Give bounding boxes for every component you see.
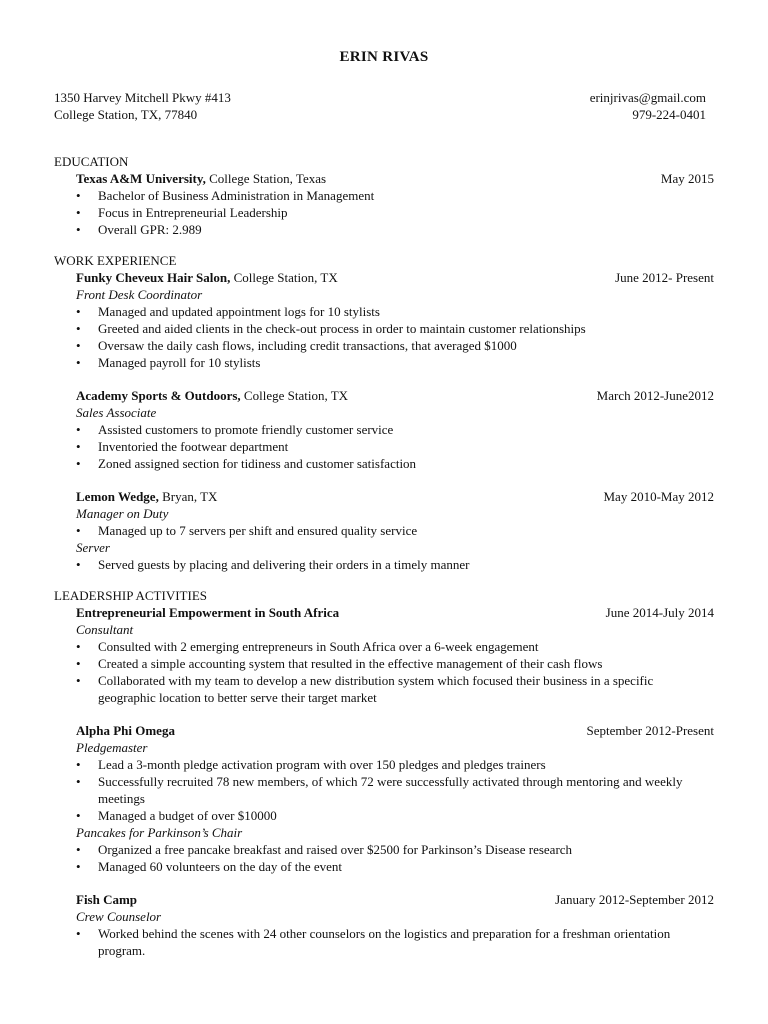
entry-location: College Station, TX — [230, 270, 338, 285]
entry-date: March 2012-June2012 — [596, 388, 714, 403]
list-item: • Consulted with 2 emerging entrepreneurs in South Africa over a 6-week engagement — [76, 638, 714, 655]
entry-date: September 2012-Present — [586, 723, 714, 738]
entry-role-secondary: Server — [76, 540, 110, 555]
entry-org: Academy Sports & Outdoors, — [76, 388, 241, 403]
entry-location: College Station, TX — [240, 388, 349, 403]
list-item: • Managed and updated appointment logs for 10 stylists — [76, 303, 714, 320]
list-item: • Managed 60 volunteers on the day of the event — [76, 858, 714, 875]
leadership-entry — [76, 604, 714, 706]
work-entry — [76, 488, 714, 573]
entry-org: Funky Cheveux Hair Salon, — [76, 270, 231, 285]
leadership-entry — [76, 891, 714, 959]
entry-org: Lemon Wedge, — [76, 489, 159, 504]
bullet-list — [76, 638, 714, 706]
list-item: • Inventoried the footwear department — [76, 438, 714, 455]
list-item: • Zoned assigned section for tidiness and customer satisfaction — [76, 455, 714, 472]
bullet-list — [76, 756, 714, 824]
bullet-list — [76, 421, 714, 472]
entry-role: Consultant — [76, 622, 134, 637]
list-item: • Bachelor of Business Administration in Management — [76, 187, 714, 204]
address-line-2: College Station, TX, 77840 — [54, 107, 198, 122]
education-section — [54, 153, 714, 238]
entry-role-secondary: Pancakes for Parkinson’s Chair — [76, 825, 243, 840]
entry-date: June 2014-July 2014 — [605, 605, 714, 620]
section-title-education: EDUCATION — [54, 154, 129, 169]
entry-org: Fish Camp — [76, 892, 138, 907]
email: erinjrivas@gmail.com — [589, 90, 706, 105]
bullet-list — [76, 841, 714, 875]
phone: 979-224-0401 — [632, 107, 706, 122]
entry-date: June 2012- Present — [615, 270, 714, 285]
resume-content — [54, 153, 714, 959]
bullet-list — [76, 187, 714, 238]
list-item: • Lead a 3-month pledge activation program with over 150 pledges and pledges trainers — [76, 756, 714, 773]
entry-org: Texas A&M University, — [76, 171, 206, 186]
list-item: • Worked behind the scenes with 24 other counselors on the logistics and preparation for a freshman orientation program. — [76, 925, 714, 959]
work-section — [54, 252, 714, 573]
list-item: • Overall GPR: 2.989 — [76, 221, 714, 238]
entry-location: College Station, Texas — [205, 171, 327, 186]
entry-date: January 2012-September 2012 — [555, 892, 714, 907]
list-item: • Managed up to 7 servers per shift and ensured quality service — [76, 522, 714, 539]
entry-org: Entrepreneurial Empowerment in South Africa — [76, 605, 340, 620]
list-item: • Oversaw the daily cash flows, including credit transactions, that averaged $1000 — [76, 337, 714, 354]
entry-role: Pledgemaster — [76, 740, 148, 755]
list-item: • Focus in Entrepreneurial Leadership — [76, 204, 714, 221]
list-item: • Served guests by placing and delivering their orders in a timely manner — [76, 556, 714, 573]
list-item: • Managed payroll for 10 stylists — [76, 354, 714, 371]
work-entry — [76, 387, 714, 472]
list-item: • Managed a budget of over $10000 — [76, 807, 714, 824]
list-item: • Created a simple accounting system that resulted in the effective management of their cash flows — [76, 655, 714, 672]
section-title-leadership: LEADERSHIP ACTIVITIES — [54, 588, 207, 603]
education-entry — [76, 170, 714, 238]
entry-role: Crew Counselor — [76, 909, 162, 924]
entry-location: Bryan, TX — [158, 489, 218, 504]
entry-role: Sales Associate — [76, 405, 157, 420]
list-item: • Greeted and aided clients in the check-out process in order to maintain customer relationships — [76, 320, 714, 337]
leadership-entry — [76, 722, 714, 875]
bullet-list — [76, 522, 714, 539]
entry-date: May 2010-May 2012 — [603, 489, 714, 504]
candidate-name: ERIN RIVAS — [339, 49, 429, 65]
list-item: • Successfully recruited 78 new members, of which 72 were successfully activated through mentoring and weekly meetings — [76, 773, 714, 807]
contact-block — [54, 89, 706, 123]
address-line-1: 1350 Harvey Mitchell Pkwy #413 — [54, 90, 231, 105]
leadership-section — [54, 587, 714, 959]
entry-date: May 2015 — [660, 171, 714, 186]
entry-role: Manager on Duty — [76, 506, 169, 521]
bullet-list — [76, 303, 714, 371]
section-title-work: WORK EXPERIENCE — [54, 253, 177, 268]
list-item: • Collaborated with my team to develop a new distribution system which focused their business in a specific geographic location to better serve their target market — [76, 672, 714, 706]
bullet-list — [76, 556, 714, 573]
entry-org: Alpha Phi Omega — [76, 723, 175, 738]
list-item: • Organized a free pancake breakfast and raised over $2500 for Parkinson’s Disease research — [76, 841, 714, 858]
bullet-list — [76, 925, 714, 959]
entry-role: Front Desk Coordinator — [76, 287, 203, 302]
list-item: • Assisted customers to promote friendly customer service — [76, 421, 714, 438]
work-entry — [76, 269, 714, 371]
